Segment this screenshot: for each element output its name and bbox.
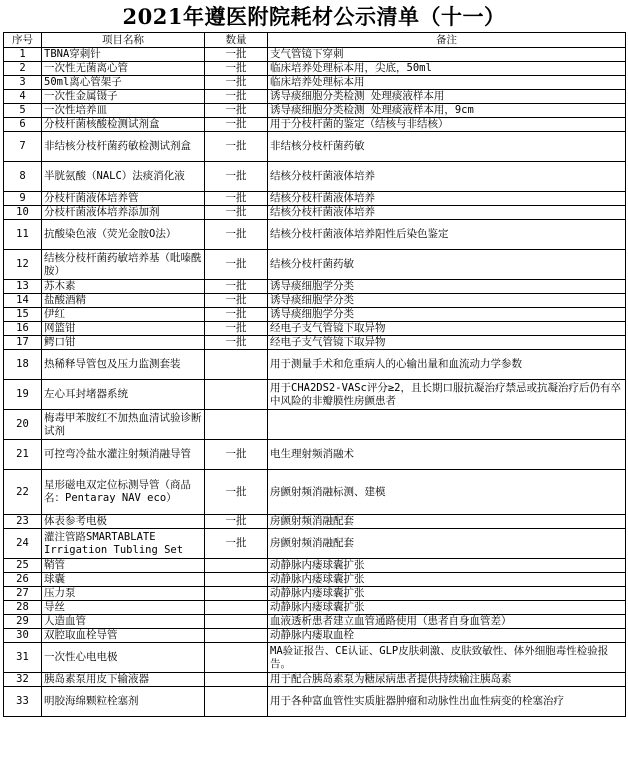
cell-no: 1 — [4, 48, 42, 62]
cell-note: 房颤射频消融配套 — [268, 515, 626, 529]
table-row — [4, 48, 626, 62]
cell-note: 支气管镜下穿刺 — [268, 48, 626, 62]
cell-note: 用于配合胰岛素泵为糖尿病患者提供持续输注胰岛素 — [268, 673, 626, 687]
table-row — [4, 322, 626, 336]
cell-name: 分枝杆菌液体培养添加剂 — [42, 206, 205, 220]
cell-no: 3 — [4, 76, 42, 90]
table-row — [4, 515, 626, 529]
cell-no: 32 — [4, 673, 42, 687]
cell-qty: 一批 — [205, 76, 268, 90]
cell-name: 可控弯冷盐水灌注射频消融导管 — [42, 440, 205, 470]
cell-name: 半胱氨酸（NALC）法痰消化液 — [42, 162, 205, 192]
cell-qty: 一批 — [205, 62, 268, 76]
cell-name: TBNA穿刺针 — [42, 48, 205, 62]
cell-note: 经电子支气管镜下取异物 — [268, 322, 626, 336]
cell-note: 动静脉内瘘球囊扩张 — [268, 573, 626, 587]
cell-qty: 一批 — [205, 192, 268, 206]
table-row — [4, 380, 626, 410]
cell-name: 非结核分枝杆菌药敏检测试剂盒 — [42, 132, 205, 162]
cell-note: 动静脉内瘘球囊扩张 — [268, 587, 626, 601]
table-row — [4, 220, 626, 250]
table-row — [4, 673, 626, 687]
cell-qty: 一批 — [205, 280, 268, 294]
cell-qty: 一批 — [205, 220, 268, 250]
table-body — [4, 48, 626, 717]
cell-name: 星形磁电双定位标测导管（商品名：Pentaray NAV eco） — [42, 470, 205, 515]
cell-no: 12 — [4, 250, 42, 280]
cell-no: 23 — [4, 515, 42, 529]
cell-note: 动静脉内瘘球囊扩张 — [268, 601, 626, 615]
consumables-table — [3, 32, 626, 717]
cell-name: 一次性培养皿 — [42, 104, 205, 118]
cell-no: 33 — [4, 687, 42, 717]
table-row — [4, 643, 626, 673]
cell-qty: 一批 — [205, 294, 268, 308]
table-row — [4, 559, 626, 573]
cell-qty: 一批 — [205, 440, 268, 470]
cell-qty — [205, 629, 268, 643]
cell-qty — [205, 615, 268, 629]
cell-name: 一次性无菌离心管 — [42, 62, 205, 76]
cell-qty — [205, 410, 268, 440]
table-row — [4, 132, 626, 162]
cell-name: 网篮钳 — [42, 322, 205, 336]
cell-name: 结核分枝杆菌药敏培养基（吡嗪酰胺） — [42, 250, 205, 280]
cell-note: 结核分枝杆菌液体培养 — [268, 206, 626, 220]
cell-qty: 一批 — [205, 308, 268, 322]
cell-name: 盐酸酒精 — [42, 294, 205, 308]
table-row — [4, 90, 626, 104]
cell-no: 2 — [4, 62, 42, 76]
table-row — [4, 350, 626, 380]
cell-note: 诱导痰细胞学分类 — [268, 308, 626, 322]
cell-no: 15 — [4, 308, 42, 322]
cell-name: 鳄口钳 — [42, 336, 205, 350]
cell-qty: 一批 — [205, 529, 268, 559]
cell-qty: 一批 — [205, 48, 268, 62]
table-row — [4, 206, 626, 220]
cell-qty: 一批 — [205, 470, 268, 515]
table-row — [4, 192, 626, 206]
table-row — [4, 587, 626, 601]
cell-name: 球囊 — [42, 573, 205, 587]
cell-name: 梅毒甲苯胺红不加热血清试验诊断试剂 — [42, 410, 205, 440]
header-qty: 数量 — [205, 33, 268, 48]
table-row — [4, 615, 626, 629]
table-row — [4, 336, 626, 350]
cell-note: 临床培养处理标本用 — [268, 76, 626, 90]
cell-note: 结核分枝杆菌药敏 — [268, 250, 626, 280]
cell-note: MA验证报告、CE认证、GLP皮肤刺激、皮肤致敏性、体外细胞毒性检验报告。 — [268, 643, 626, 673]
cell-qty: 一批 — [205, 250, 268, 280]
table-row — [4, 573, 626, 587]
cell-qty — [205, 587, 268, 601]
cell-name: 伊红 — [42, 308, 205, 322]
cell-note: 动静脉内瘘球囊扩张 — [268, 559, 626, 573]
cell-note: 结核分枝杆菌液体培养 — [268, 192, 626, 206]
cell-qty: 一批 — [205, 336, 268, 350]
cell-name: 压力泵 — [42, 587, 205, 601]
cell-qty: 一批 — [205, 322, 268, 336]
cell-no: 26 — [4, 573, 42, 587]
cell-note: 诱导痰细胞分类检测 处理痰液样本用 — [268, 90, 626, 104]
cell-no: 31 — [4, 643, 42, 673]
cell-no: 13 — [4, 280, 42, 294]
cell-no: 9 — [4, 192, 42, 206]
cell-name: 抗酸染色液（荧光金胺O法） — [42, 220, 205, 250]
page-title: 2021年遵医附院耗材公示清单（十一） — [122, 4, 506, 29]
table-row — [4, 76, 626, 90]
table-row — [4, 440, 626, 470]
cell-no: 8 — [4, 162, 42, 192]
table-row — [4, 118, 626, 132]
header-note: 备注 — [268, 33, 626, 48]
cell-note: 房颤射频消融标测、建模 — [268, 470, 626, 515]
cell-note: 临床培养处理标本用，尖底，50ml — [268, 62, 626, 76]
cell-qty — [205, 380, 268, 410]
cell-name: 明胶海绵颗粒栓塞剂 — [42, 687, 205, 717]
cell-qty — [205, 601, 268, 615]
cell-no: 24 — [4, 529, 42, 559]
table-row — [4, 629, 626, 643]
table-row — [4, 280, 626, 294]
cell-name: 导丝 — [42, 601, 205, 615]
cell-qty — [205, 673, 268, 687]
cell-note: 房颤射频消融配套 — [268, 529, 626, 559]
cell-note: 用于分枝杆菌的鉴定（结核与非结核） — [268, 118, 626, 132]
table-row — [4, 294, 626, 308]
cell-no: 11 — [4, 220, 42, 250]
table-row — [4, 104, 626, 118]
table-row — [4, 308, 626, 322]
cell-note: 诱导痰细胞分类检测 处理痰液样本用，9cm — [268, 104, 626, 118]
cell-name: 苏木素 — [42, 280, 205, 294]
cell-name: 灌注管路SMARTABLATE Irrigation Tubling Set — [42, 529, 205, 559]
cell-name: 一次性金属镊子 — [42, 90, 205, 104]
table-row — [4, 410, 626, 440]
cell-note: 用于测量手术和危重病人的心输出量和血流动力学参数 — [268, 350, 626, 380]
cell-qty: 一批 — [205, 118, 268, 132]
cell-no: 27 — [4, 587, 42, 601]
cell-name: 热稀释导管包及压力监测套装 — [42, 350, 205, 380]
cell-note: 非结核分枝杆菌药敏 — [268, 132, 626, 162]
cell-no: 25 — [4, 559, 42, 573]
cell-name: 鞘管 — [42, 559, 205, 573]
cell-no: 30 — [4, 629, 42, 643]
table-row — [4, 62, 626, 76]
cell-note: 电生理射频消融术 — [268, 440, 626, 470]
cell-qty: 一批 — [205, 515, 268, 529]
cell-note: 血液透析患者建立血管通路使用（患者自身血管差） — [268, 615, 626, 629]
table-header-row — [4, 33, 626, 48]
cell-note — [268, 410, 626, 440]
cell-qty: 一批 — [205, 206, 268, 220]
cell-no: 6 — [4, 118, 42, 132]
table-row — [4, 529, 626, 559]
cell-name: 分枝杆菌核酸检测试剂盒 — [42, 118, 205, 132]
cell-no: 18 — [4, 350, 42, 380]
table-row — [4, 470, 626, 515]
cell-no: 29 — [4, 615, 42, 629]
cell-qty — [205, 643, 268, 673]
cell-no: 22 — [4, 470, 42, 515]
cell-name: 一次性心电电极 — [42, 643, 205, 673]
cell-no: 10 — [4, 206, 42, 220]
cell-note: 结核分枝杆菌液体培养 — [268, 162, 626, 192]
table-row — [4, 687, 626, 717]
cell-no: 19 — [4, 380, 42, 410]
cell-name: 50ml离心管架子 — [42, 76, 205, 90]
cell-name: 体表参考电极 — [42, 515, 205, 529]
table-row — [4, 162, 626, 192]
cell-name: 胰岛素泵用皮下输液器 — [42, 673, 205, 687]
cell-note: 结核分枝杆菌液体培养阳性后染色鉴定 — [268, 220, 626, 250]
cell-note: 经电子支气管镜下取异物 — [268, 336, 626, 350]
cell-no: 5 — [4, 104, 42, 118]
cell-qty: 一批 — [205, 104, 268, 118]
cell-name: 双腔取血栓导管 — [42, 629, 205, 643]
header-no: 序号 — [4, 33, 42, 48]
cell-name: 左心耳封堵器系统 — [42, 380, 205, 410]
cell-qty: 一批 — [205, 132, 268, 162]
cell-no: 28 — [4, 601, 42, 615]
cell-no: 14 — [4, 294, 42, 308]
table-row — [4, 250, 626, 280]
header-name: 项目名称 — [42, 33, 205, 48]
cell-no: 4 — [4, 90, 42, 104]
cell-qty — [205, 573, 268, 587]
cell-no: 16 — [4, 322, 42, 336]
cell-no: 21 — [4, 440, 42, 470]
cell-qty — [205, 559, 268, 573]
cell-note: 诱导痰细胞学分类 — [268, 280, 626, 294]
cell-note: 动静脉内瘘取血栓 — [268, 629, 626, 643]
cell-note: 用于CHA2DS2-VASc评分≥2，且长期口服抗凝治疗禁忌或抗凝治疗后仍有卒中风险的非瓣膜性房颤患者 — [268, 380, 626, 410]
cell-qty: 一批 — [205, 90, 268, 104]
cell-qty — [205, 350, 268, 380]
cell-no: 20 — [4, 410, 42, 440]
cell-no: 7 — [4, 132, 42, 162]
cell-name: 分枝杆菌液体培养管 — [42, 192, 205, 206]
cell-note: 诱导痰细胞学分类 — [268, 294, 626, 308]
table-row — [4, 601, 626, 615]
cell-name: 人造血管 — [42, 615, 205, 629]
cell-qty — [205, 687, 268, 717]
cell-no: 17 — [4, 336, 42, 350]
cell-qty: 一批 — [205, 162, 268, 192]
cell-note: 用于各种富血管性实质脏器肿瘤和动脉性出血性病变的栓塞治疗 — [268, 687, 626, 717]
